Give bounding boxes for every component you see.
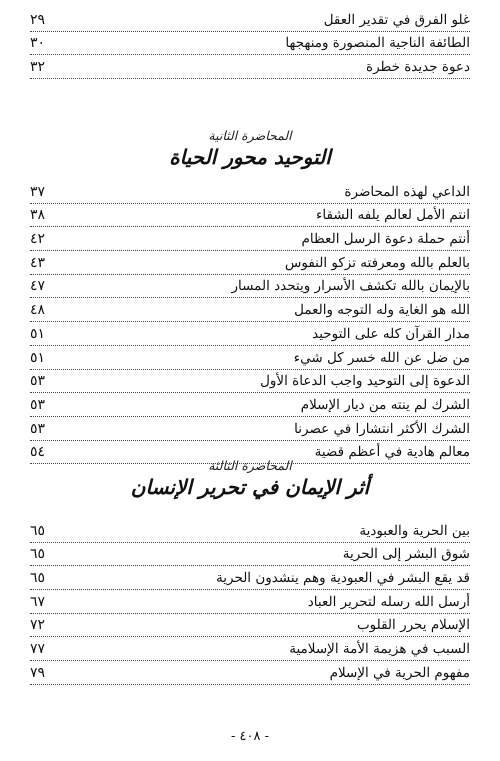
leader-dots [64,320,294,321]
toc-entry [30,180,470,204]
toc-entry-title: بالعلم بالله ومعرفته تزكو النفوس [284,254,470,271]
toc-entry [30,346,470,370]
lecture-title: التوحيد محور الحياة [169,145,331,169]
leader-dots [64,541,359,542]
toc-entry-page: ٦٥ [30,546,46,563]
leader-dots [64,77,366,78]
leader-dots [64,635,357,636]
toc-entry-title: أرسل الله رسله لتحرير العباد [307,593,470,610]
toc-entry [30,322,470,346]
toc-entry-title: الإسلام يحرر القلوب [356,617,470,634]
toc-entry [30,370,470,394]
toc-entry-page: ٧٧ [30,641,46,658]
toc-entry [30,637,470,661]
toc-entry [30,251,470,275]
toc-entry-title: مفهوم الحرية في الإسلام [329,664,470,681]
page-number: - ٤٠٨ - [230,729,269,744]
toc-entry-page: ٣٢ [30,59,46,76]
leader-dots [64,273,285,274]
leader-dots [64,612,308,613]
toc-entry-page: ٤٣ [30,254,46,271]
toc-entry [30,543,470,567]
leader-dots [64,30,324,31]
toc-entry-page: ٥١ [30,325,46,342]
toc-entry-title: دعوة جديدة خطرة [366,59,470,76]
leader-dots [64,588,216,589]
toc-entry-page: ٢٩ [30,11,46,28]
leader-dots [64,344,312,345]
toc-entry-page: ٧٩ [30,664,46,681]
section-2-heading [0,128,500,169]
toc-entry-title: بالإيمان بالله تكشف الأسرار ويتحدد المسار [231,278,470,295]
lecture-title: أثر الإيمان في تحرير الإنسان [130,475,370,499]
leader-dots [64,659,289,660]
toc-entry-title: انتم الأمل لعالم يلفه الشقاء [316,207,470,224]
leader-dots [64,683,330,684]
toc-entry [30,204,470,228]
toc-entry [30,8,470,32]
toc-entry-page: ٥١ [30,349,46,366]
toc-entry-title: الداعي لهذه المحاضرة [344,183,470,200]
leader-dots [64,296,231,297]
toc-section-3 [30,519,470,685]
toc-entry-title: معالم هادية في أعظم قضية [314,444,470,461]
leader-dots [64,415,301,416]
lecture-kicker: المحاضرة الثانية [208,128,292,143]
toc-entry-title: مدار القرآن كله على التوحيد [312,325,470,342]
toc-entry-page: ٤٨ [30,302,46,319]
toc-entry-title: قد يقع البشر في العبودية وهم ينشدون الحرية [216,570,470,587]
toc-entry-title: بين الحرية والعبودية [359,522,470,539]
toc-entry-page: ٤٧ [30,278,46,295]
toc-entry-page: ٧٢ [30,617,46,634]
leader-dots [64,53,285,54]
toc-section-1 [30,8,470,79]
leader-dots [64,391,260,392]
toc-section-2 [30,180,470,464]
toc-entry-page: ٣٠ [30,35,46,52]
toc-entry [30,614,470,638]
toc-entry [30,298,470,322]
toc-entry-title: الشرك الأكثر انتشارا في عصرنا [294,420,470,437]
toc-entry-page: ٣٧ [30,183,46,200]
toc-entry-title: الدعوة إلى التوحيد واجب الدعاة الأول [260,373,470,390]
toc-entry-title: أنتم حملة دعوة الرسل العظام [301,231,470,248]
toc-entry [30,393,470,417]
toc-entry-page: ٦٥ [30,570,46,587]
toc-entry [30,275,470,299]
toc-entry [30,32,470,56]
section-3-heading [0,458,500,499]
toc-entry-title: السبب في هزيمة الأمة الإسلامية [289,641,470,658]
toc-entry-title: غلو الفرق في تقدير العقل [323,11,470,28]
leader-dots [64,368,294,369]
leader-dots [64,564,343,565]
toc-entry-page: ٥٣ [30,373,46,390]
toc-entry [30,519,470,543]
toc-entry [30,55,470,79]
leader-dots [64,202,344,203]
toc-entry-page: ٥٣ [30,396,46,413]
toc-entry-page: ٦٥ [30,522,46,539]
toc-entry [30,566,470,590]
toc-entry [30,417,470,441]
leader-dots [64,225,316,226]
toc-entry-title: الله هو الغاية وله التوجه والعمل [294,302,470,319]
toc-entry-page: ٥٣ [30,420,46,437]
toc-entry-page: ٥٤ [30,444,46,461]
lecture-kicker: المحاضرة الثالثة [208,458,292,473]
leader-dots [64,439,294,440]
toc-entry-title: شوق البشر إلى الحرية [342,546,470,563]
toc-entry [30,661,470,685]
toc-entry-title: من ضل عن الله خسر كل شيء [293,349,470,366]
toc-entry-title: الشرك لم ينته من ديار الإسلام [300,396,470,413]
toc-entry [30,590,470,614]
toc-entry-page: ٦٧ [30,593,46,610]
leader-dots [64,249,302,250]
toc-entry-page: ٣٨ [30,207,46,224]
toc-entry-title: الطائفة الناجية المنصورة ومنهجها [285,35,470,52]
toc-entry-page: ٤٢ [30,231,46,248]
toc-entry [30,227,470,251]
